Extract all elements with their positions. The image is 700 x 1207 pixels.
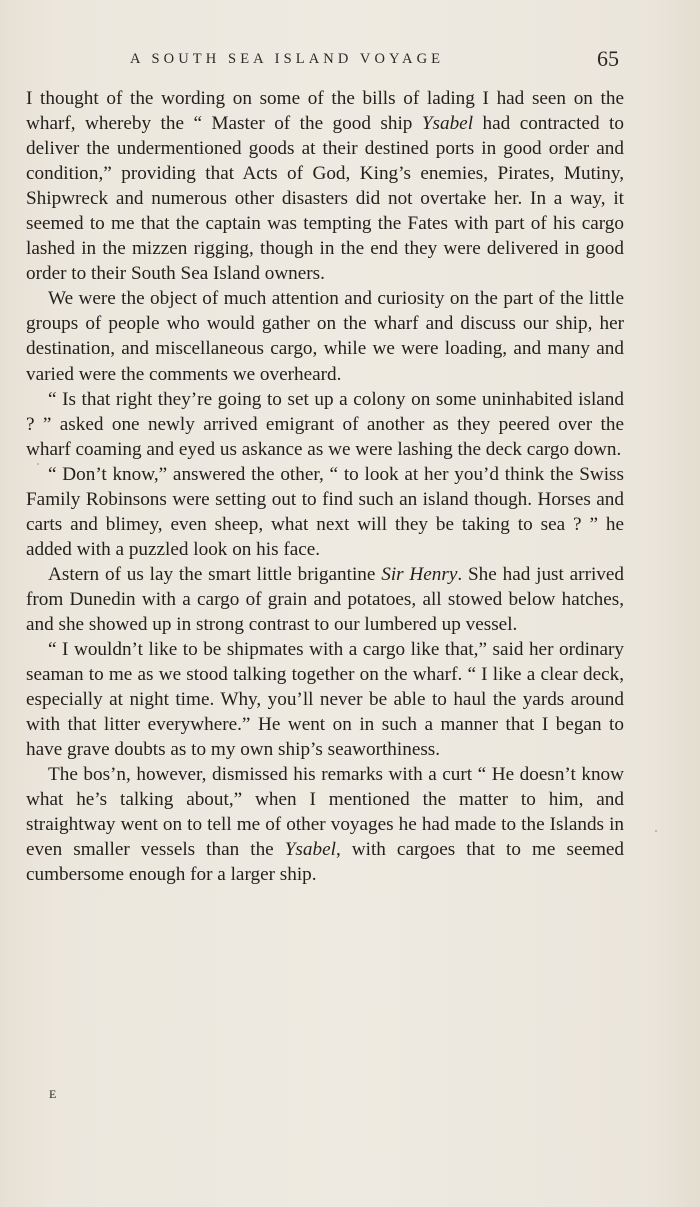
paragraph: “ Don’t know,” answered the other, “ to look at her you’d think the Swiss Family Robinsons were setting out to find such an island though. Horses and carts and blimey, even sheep, what next will they be taking to sea ? ” he added with a puzzled look on his face.	[26, 463, 624, 560]
paper-speck	[37, 463, 39, 465]
page-number: 65	[597, 46, 619, 71]
running-title: A SOUTH SEA ISLAND VOYAGE	[130, 51, 445, 67]
running-head	[0, 46, 700, 76]
paragraph: The bos’n, however, dismissed his remarks with a curt “ He doesn’t know what he’s talking about,” when I mentioned the matter to him, and straightway went on to tell me of other voyages he had made to the Islands in even smaller vessels than the Ysabel, with cargoes that to me seemed cumbersome enough for a larger ship.	[26, 764, 625, 886]
paper-speck	[655, 830, 657, 832]
paragraph: Astern of us lay the smart little brigantine Sir Henry. She had just arrived from Dunedin with a cargo of grain and potatoes, all stowed below hatches, and she showed up in strong contrast to our lumbered up vessel.	[26, 563, 624, 635]
body-text	[26, 86, 624, 888]
signature-mark: E	[49, 1087, 58, 1101]
paragraph: “ Is that right they’re going to set up a colony on some uninhabited island ? ” asked one newly arrived emigrant of another as they peered over the wharf coaming and eyed us askance as we were lashing the deck cargo down.	[26, 388, 624, 460]
paragraph: I thought of the wording on some of the bills of lading I had seen on the wharf, whereby the “ Master of the good ship Ysabel had contracted to deliver the undermentioned goods at their destined ports in good order and condition,” providing that Acts of God, King’s enemies, Pirates, Mutiny, Shipwreck and numerous other disasters did not overtake her. In a way, it seemed to me that the captain was tempting the Fates with part of his cargo lashed in the mizzen rigging, though in the end they were delivered in good order to their South Sea Island owners.	[26, 88, 624, 285]
paragraph: “ I wouldn’t like to be shipmates with a cargo like that,” said her ordinary seaman to me as we stood talking together on the wharf. “ I like a clear deck, especially at night time. Why, you’ll never be able to haul the yards around with that litter everywhere.” He went on in such a manner that I began to have grave doubts as to my own ship’s seaworthiness.	[26, 639, 624, 761]
paragraph: We were the object of much attention and curiosity on the part of the little groups of people who would gather on the wharf and discuss our ship, her destination, and miscellaneous cargo, while we were loading, and many and varied were the comments we overheard.	[26, 288, 624, 385]
